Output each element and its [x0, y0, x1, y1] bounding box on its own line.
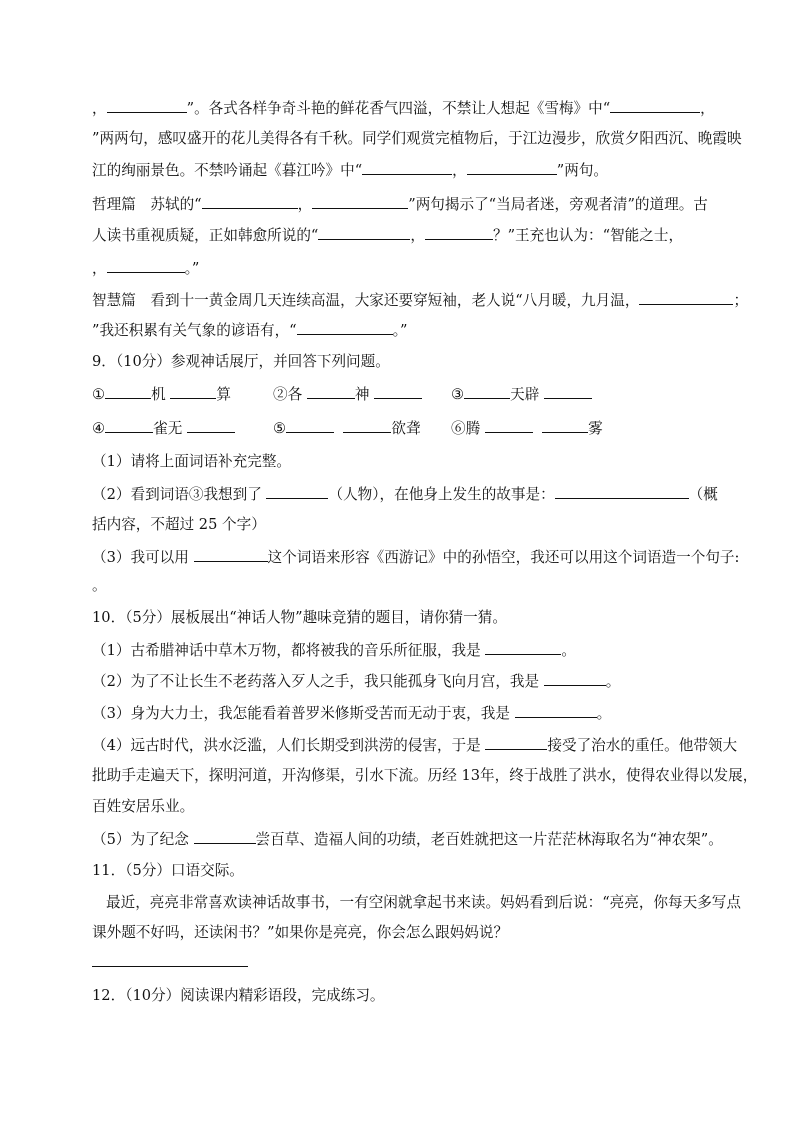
question-10-part-2: （2）为了不让长生不老药落入歹人之手，我只能孤身飞向月宫，我是 。 [92, 673, 621, 690]
answer-blank[interactable] [467, 160, 557, 175]
text-line: 人读书重视质疑，正如韩愈所说的“ ， ？”王充也认为：“智能之士， [92, 227, 684, 244]
answer-blank[interactable] [343, 418, 391, 433]
answer-blank[interactable] [555, 484, 689, 499]
answer-blank[interactable] [318, 225, 410, 240]
idiom-3: ③ 天辟 [451, 384, 592, 405]
text-line: ， 。” [92, 260, 200, 277]
answer-blank[interactable] [105, 418, 153, 433]
question-9-part-3-cont: 。 [92, 577, 107, 594]
answer-blank[interactable] [515, 703, 597, 718]
question-12-stem: 12．（10分）阅读课内精彩语段，完成练习。 [92, 987, 385, 1004]
answer-blank[interactable] [425, 225, 493, 240]
answer-blank[interactable] [202, 194, 298, 209]
question-10-part-1: （1）古希腊神话中草木万物，都将被我的音乐所征服，我是 。 [92, 642, 576, 659]
text-line: 智慧篇 看到十一黄金周几天连续高温，大家还要穿短袖，老人说“八月暖，九月温， ； [92, 292, 749, 309]
answer-blank[interactable] [544, 671, 606, 686]
answer-blank[interactable] [194, 547, 268, 562]
question-10-part-4-cont2: 百姓安居乐业。 [92, 798, 195, 815]
question-11-passage-cont: 课外题不好吗，还读闲书？”如果你是亮亮，你会怎么跟妈妈说？ [92, 924, 509, 941]
answer-blank[interactable] [542, 418, 588, 433]
question-9-part-1: （1）请将上面词语补充完整。 [92, 453, 292, 470]
answer-blank[interactable] [105, 384, 151, 399]
question-9-part-2: （2）看到词语③我想到了 （人物），在他身上发生的故事是： （概 [92, 486, 718, 503]
answer-blank[interactable] [464, 384, 510, 399]
answer-blank[interactable] [107, 98, 187, 113]
question-9-stem: 9．（10分）参观神话展厅，并回答下列问题。 [92, 353, 390, 370]
answer-blank[interactable] [297, 320, 393, 335]
answer-line[interactable] [92, 966, 248, 967]
answer-blank[interactable] [362, 160, 452, 175]
idiom-5: ⑤ 欲聋 [273, 420, 421, 437]
idiom-2: ②各 神 [273, 384, 422, 405]
question-10-part-4-cont: 批助手走遍天下，探明河道，开沟修渠，引水下流。历经 13年，终于战胜了洪水，使得农业得以发展， [92, 767, 758, 784]
text-line: ”我还积累有关气象的谚语有，“ 。” [92, 322, 408, 339]
text-line: ”两两句，感叹盛开的花儿美得各有千秋。同学们观赏完植物后，于江边漫步，欣赏夕阳西沉、晚霞映 [92, 130, 742, 147]
idiom-6: ⑥腾 雾 [451, 420, 603, 437]
answer-blank[interactable] [286, 418, 334, 433]
answer-blank[interactable] [374, 384, 422, 399]
answer-blank[interactable] [194, 829, 256, 844]
answer-blank[interactable] [639, 290, 733, 305]
answer-blank[interactable] [485, 735, 547, 750]
question-9-part-3: （3）我可以用 这个词语来形容《西游记》中的孙悟空，我还可以用这个词语造一个句子: [92, 549, 740, 566]
answer-blank[interactable] [485, 640, 561, 655]
answer-blank[interactable] [187, 418, 235, 433]
answer-blank[interactable] [307, 384, 355, 399]
text-line: 江的绚丽景色。不禁吟诵起《暮江吟》中“ ， ”两句。 [92, 162, 609, 179]
idiom-4: ④ 雀无 [92, 418, 235, 439]
answer-blank[interactable] [170, 384, 216, 399]
answer-blank[interactable] [544, 384, 592, 399]
answer-blank[interactable] [107, 258, 185, 273]
question-9-part-2-cont: 括内容，不超过 25 个字） [92, 516, 266, 533]
answer-blank[interactable] [610, 98, 700, 113]
question-10-part-5: （5）为了纪念 尝百草、造福人间的功绩，老百姓就把这一片茫茫林海取名为“神农架”。 [92, 831, 723, 848]
question-10-part-4: （4）远古时代，洪水泛滥，人们长期受到洪涝的侵害，于是 接受了治水的重任。他带领大 [92, 737, 738, 754]
answer-blank[interactable] [266, 484, 328, 499]
answer-blank[interactable] [485, 418, 533, 433]
question-10-stem: 10．（5分）展板展出“神话人物”趣味竞猜的题目，请你猜一猜。 [92, 609, 507, 626]
question-11-stem: 11．（5分）口语交际。 [92, 862, 244, 879]
text-line: ， ”。各式各样争奇斗艳的鲜花香气四溢，不禁让人想起《雪梅》中“ ， [92, 100, 715, 117]
answer-blank[interactable] [312, 194, 408, 209]
idiom-1: ① 机 算 [92, 386, 231, 403]
text-line: 哲理篇 苏轼的“ ， ”两句揭示了“当局者迷，旁观者清”的道理。古 [92, 196, 708, 213]
question-10-part-3: （3）身为大力士，我怎能看着普罗米修斯受苦而无动于衷，我是 。 [92, 705, 612, 722]
question-11-passage: 最近，亮亮非常喜欢读神话故事书，一有空闲就拿起书来读。妈妈看到后说：“亮亮，你每天多写点 [106, 894, 741, 911]
